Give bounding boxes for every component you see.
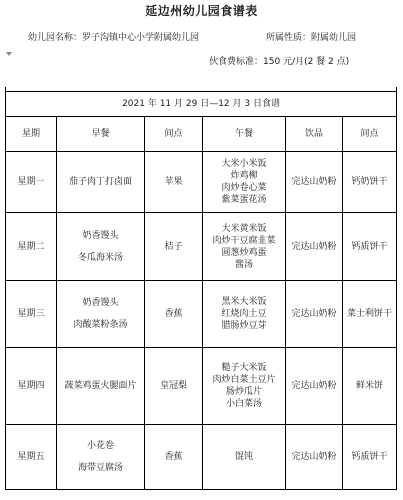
breakfast-item: 肉酸菜粉条汤 (73, 320, 128, 330)
lunch-item: 炸鸡柳 (230, 171, 258, 181)
date-range: 2021 年 11 月 29 日—12 月 3 日食谱 (6, 92, 397, 117)
day-cell: 星期四 (6, 348, 57, 425)
breakfast-item: 奶香馒头 (82, 298, 119, 308)
breakfast-item: 蔬菜鸡蛋火腿面片 (64, 381, 137, 391)
table-row (6, 348, 397, 425)
menu-table (5, 87, 397, 490)
lunch-cell (203, 213, 286, 281)
kindergarten-nature: 所属性质：附属幼儿园 (266, 33, 357, 43)
header-snack: 间点 (145, 117, 203, 152)
breakfast-item: 海带豆腐汤 (77, 463, 123, 473)
breakfast-item: 茄子肉丁打卤面 (68, 177, 132, 187)
header-row (6, 117, 397, 152)
caret-down-icon (6, 52, 12, 56)
breakfast-item: 冬瓜海米汤 (77, 252, 123, 263)
snack-cell: 皇冠梨 (145, 348, 203, 425)
lunch-item: 大米小米饭 (221, 159, 267, 169)
lunch-item: 红烧肉土豆 (221, 309, 267, 319)
header-drink: 饮品 (286, 117, 343, 152)
snack-2-cell: 钙奶饼干 (343, 152, 397, 213)
snack-cell: 香蕉 (145, 281, 203, 348)
lunch-item: 糙子大米饭 (221, 363, 267, 373)
breakfast-cell (57, 213, 145, 281)
lunch-item: 肉炒卷心菜 (221, 183, 267, 193)
meal-fee-standard: 伙食费标准：150 元/月(2 餐 2 点) (209, 57, 350, 67)
table-row (6, 152, 397, 213)
lunch-cell (203, 281, 286, 348)
breakfast-item: 小花卷 (86, 441, 114, 451)
drink-cell: 完达山奶粉 (286, 281, 343, 348)
page-title: 延边州幼儿园食谱表 (145, 4, 258, 18)
breakfast-cell (57, 425, 145, 490)
drink-cell: 完达山奶粉 (286, 213, 343, 281)
breakfast-item: 奶香馒头 (82, 230, 119, 241)
snack-cell: 桔子 (145, 213, 203, 281)
lunch-cell (203, 425, 286, 490)
header-snack-2: 间点 (343, 117, 397, 152)
breakfast-cell (57, 281, 145, 348)
lunch-item: 肉炒干豆腐韭菜 (212, 235, 276, 246)
kindergarten-name: 幼儿园名称：罗子沟镇中心小学附属幼儿园 (28, 33, 200, 43)
breakfast-cell (57, 348, 145, 425)
snack-2-cell: 钙质饼干 (343, 213, 397, 281)
lunch-item: 腊肠炒豆芽 (221, 321, 267, 331)
lunch-item: 肉炒白菜土豆片 (212, 375, 276, 385)
snack-cell: 香蕉 (145, 425, 203, 490)
table-row (6, 425, 397, 490)
day-cell: 星期五 (6, 425, 57, 490)
day-cell: 星期二 (6, 213, 57, 281)
lunch-item: 紫菜蛋花汤 (221, 195, 267, 205)
day-cell: 星期三 (6, 281, 57, 348)
header-day: 星期 (6, 117, 57, 152)
lunch-item: 圆葱炒鸡蛋 (221, 247, 267, 258)
breakfast-cell (57, 152, 145, 213)
table-row (6, 281, 397, 348)
lunch-cell (203, 348, 286, 425)
drink-cell: 完达山奶粉 (286, 425, 343, 490)
snack-cell: 苹果 (145, 152, 203, 213)
lunch-item: 肠炒瓜片 (225, 387, 262, 397)
header-lunch: 午餐 (203, 117, 286, 152)
snack-2-cell: 鲜米饼 (343, 348, 397, 425)
header-breakfast: 早餐 (57, 117, 145, 152)
day-cell: 星期一 (6, 152, 57, 213)
snack-2-cell: 钙质饼干 (343, 425, 397, 490)
date-range-row (6, 92, 397, 117)
lunch-item: 馄饨 (234, 452, 253, 462)
drink-cell: 完达山奶粉 (286, 152, 343, 213)
drink-cell: 完达山奶粉 (286, 348, 343, 425)
lunch-item: 小白菜汤 (225, 399, 262, 409)
lunch-item: 大米黄米饭 (221, 223, 267, 234)
lunch-cell (203, 152, 286, 213)
snack-2-cell: 菜士利饼干 (343, 281, 397, 348)
table-row (6, 213, 397, 281)
lunch-item: 黑米大米饭 (221, 297, 267, 307)
lunch-item: 酱汤 (234, 259, 253, 270)
